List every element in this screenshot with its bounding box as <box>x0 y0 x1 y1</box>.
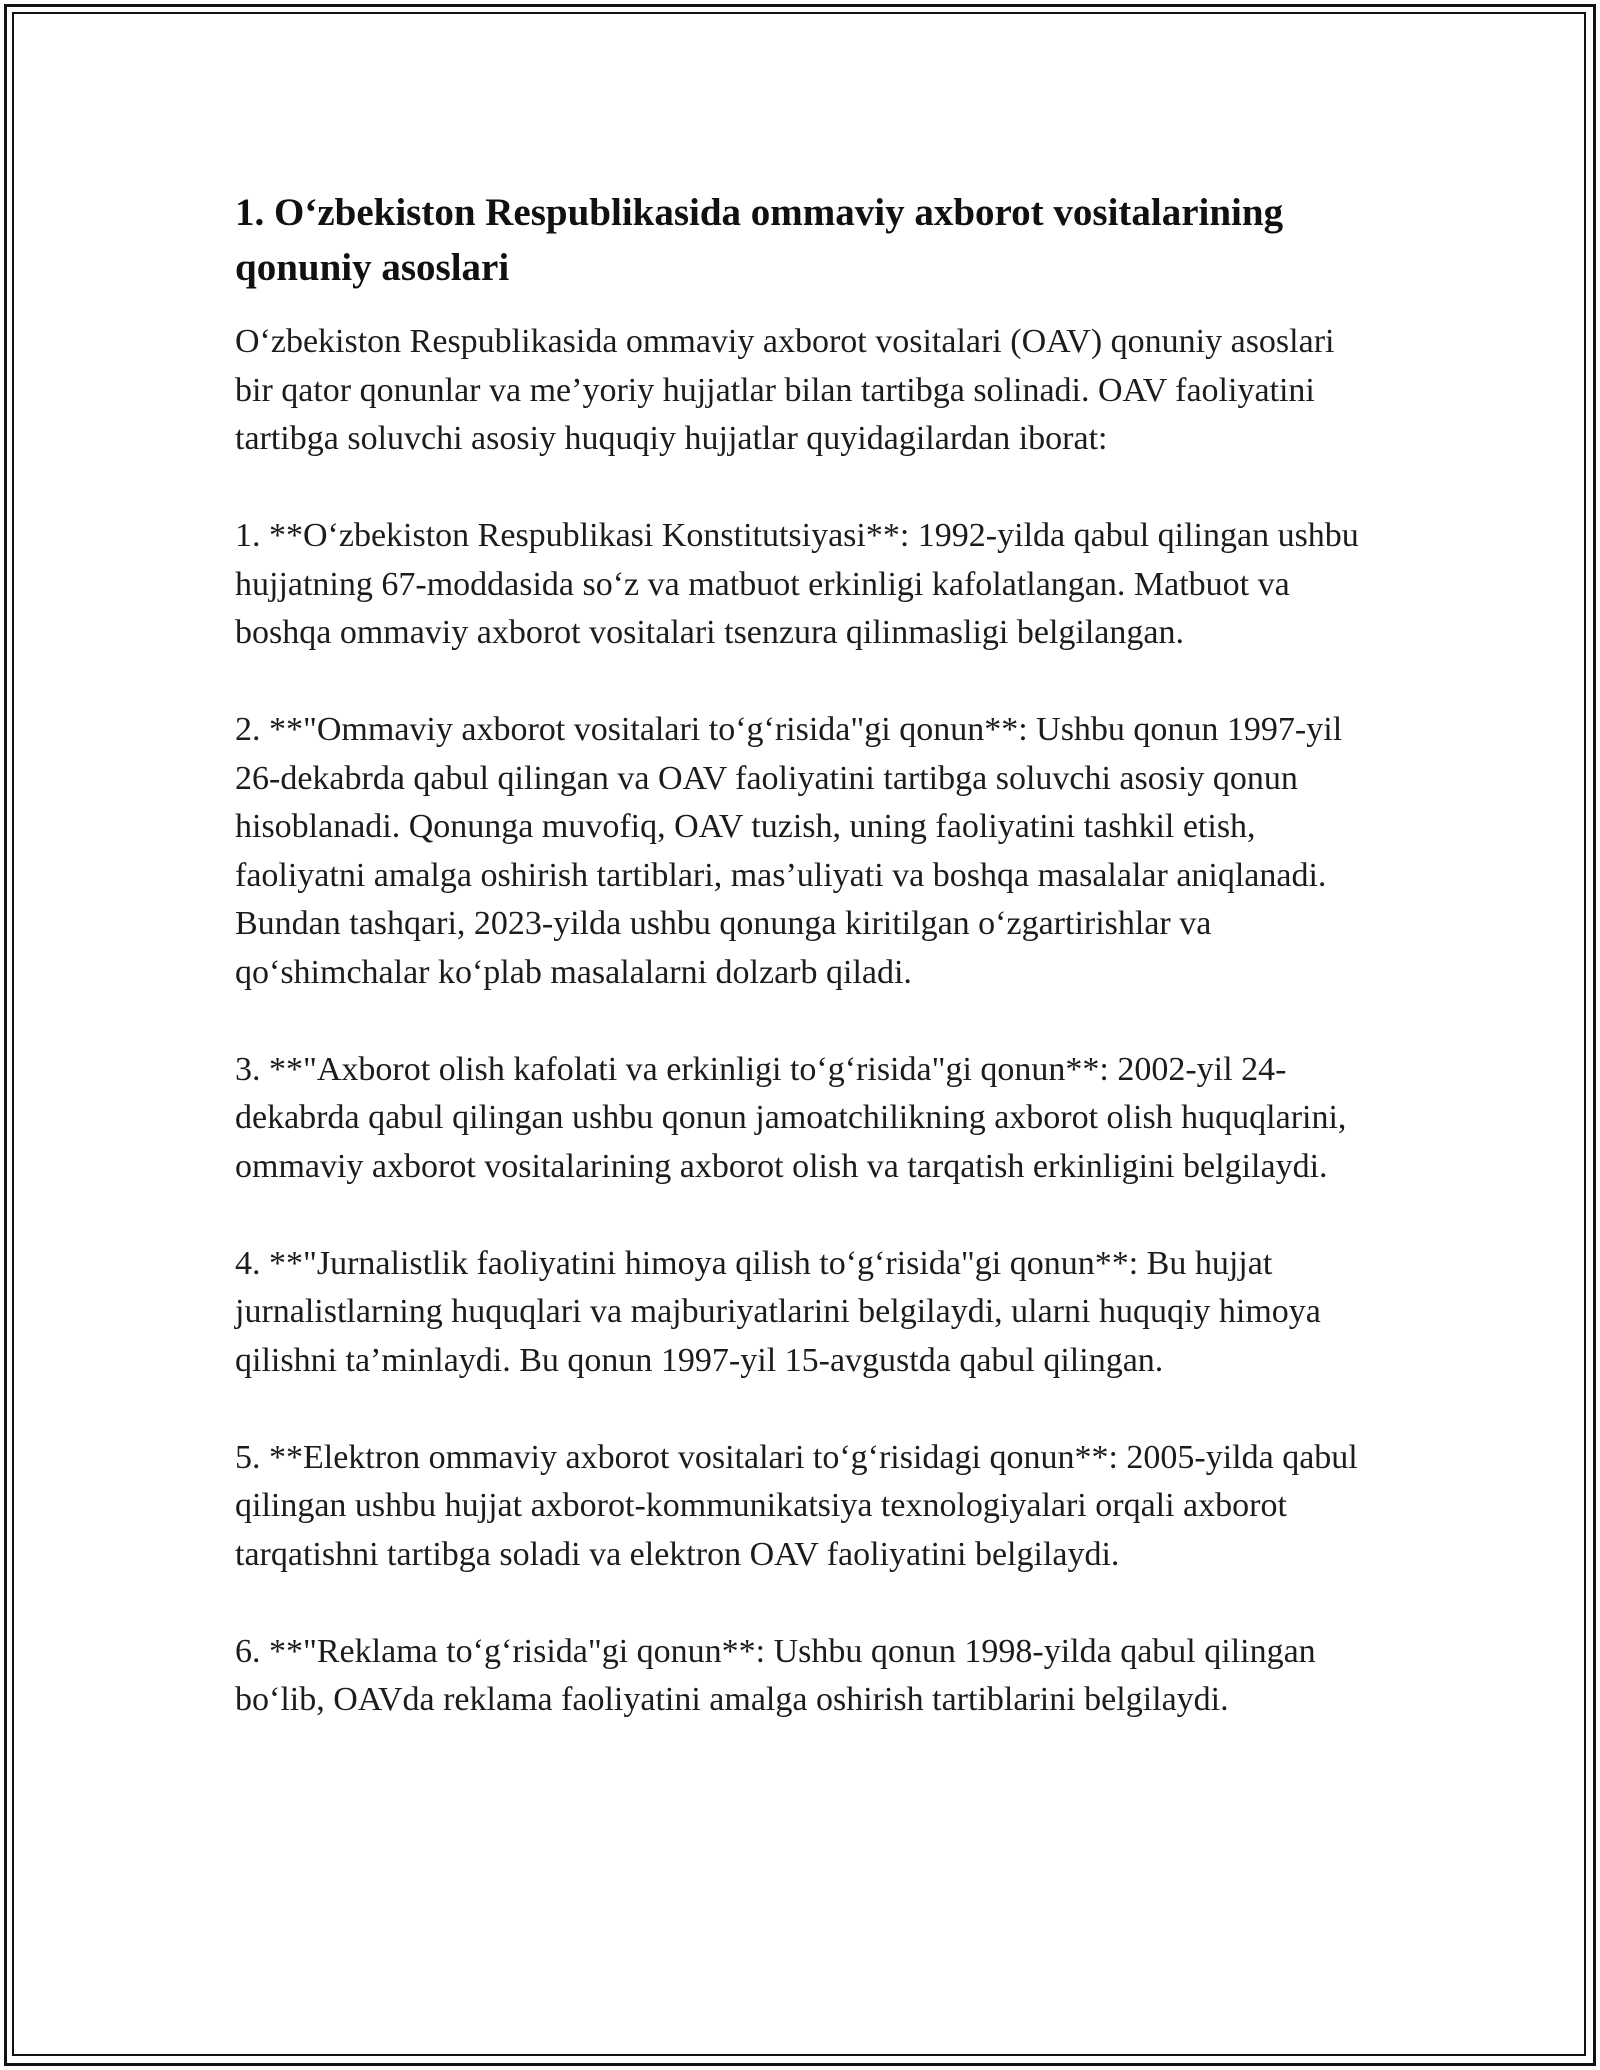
document-title: 1. O‘zbekiston Respublikasida ommaviy axborot vositalarining qonuniy asoslari <box>235 191 1284 289</box>
list-item: 3. **"Axborot olish kafolati va erkinligi to‘g‘risida"gi qonun**: 2002-yil 24-dekabrda qabul qilingan ushbu qonun jamoatchilikning axborot olish huquqlarini, ommaviy axborot vositalarining axborot olish va tarqatish erkinligini belgilaydi. <box>235 1050 1347 1185</box>
list-item: 6. **"Reklama to‘g‘risida"gi qonun**: Ushbu qonun 1998-yilda qabul qilingan bo‘lib, OAVda reklama faoliyatini amalga oshirish tartiblarini belgilaydi. <box>235 1632 1316 1718</box>
list-item: 2. **"Ommaviy axborot vositalari to‘g‘risida"gi qonun**: Ushbu qonun 1997-yil 26-dekabrda qabul qilingan va OAV faoliyatini tartibga soluvchi asosiy qonun hisoblanadi. Qonunga muvofiq, OAV tuzish, uning faoliyatini tashkil etish, faoliyatni amalga oshirish tartiblari, mas’uliyati va boshqa masalalar aniqlanadi. Bundan tashqari, 2023-yilda ushbu qonunga kiritilgan o‘zgartirishlar va qo‘shimchalar ko‘plab masalalarni dolzarb qiladi. <box>235 711 1343 991</box>
list-item: 1. **O‘zbekiston Respublikasi Konstitutsiyasi**: 1992-yilda qabul qilingan ushbu hujjatning 67-moddasida so‘z va matbuot erkinligi kafolatlangan. Matbuot va boshqa ommaviy axborot vositalari tsenzura qilinmasligi belgilangan. <box>235 517 1359 651</box>
list-item: 4. **"Jurnalistlik faoliyatini himoya qilish to‘g‘risida"gi qonun**: Bu hujjat jurnalistlarning huquqlari va majburiyatlarini belgilaydi, ularni huquqiy himoya qilishni ta’minlaydi. Bu qonun 1997-yil 15-avgustda qabul qilingan. <box>235 1244 1321 1379</box>
intro-paragraph: O‘zbekiston Respublikasida ommaviy axborot vositalari (OAV) qonuniy asoslari bir qator qonunlar va me’yoriy hujjatlar bilan tartibga solinadi. OAV faoliyatini tartibga soluvchi asosiy huquqiy hujjatlar quyidagilardan iborat: <box>235 323 1335 457</box>
document-body <box>235 185 1375 1725</box>
list-item: 5. **Elektron ommaviy axborot vositalari to‘g‘risidagi qonun**: 2005-yilda qabul qilingan ushbu hujjat axborot-kommunikatsiya texnologiyalari orqali axborot tarqatishni tartibga soladi va elektron OAV faoliyatini belgilaydi. <box>235 1438 1358 1573</box>
